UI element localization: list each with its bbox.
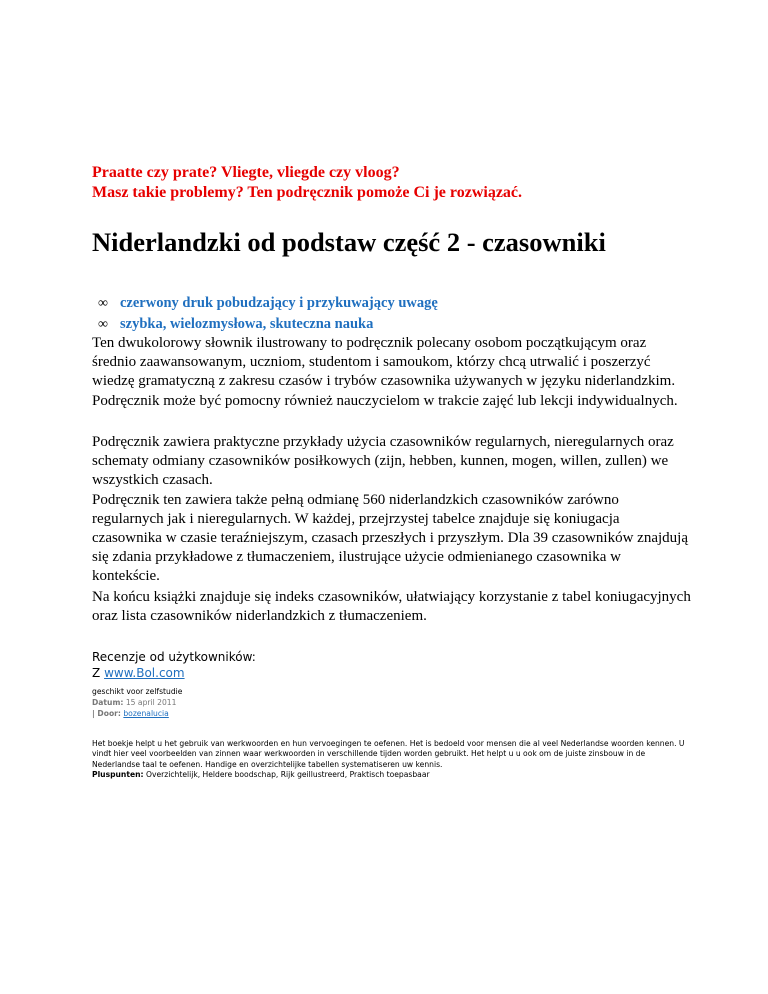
source-label: Z [92,665,101,680]
bol-link[interactable]: www.Bol.com [104,665,185,680]
reviews-source [92,666,256,682]
review-text: Het boekje helpt u het gebruik van werkwoorden en hun vervoegingen te oefenen. Het is bedoeld voor mensen die al veel Nederlandse woorden kennen. U vindt hier veel voorbeelden van zinnen waar werkwoorden in verschillende tijden worden gebruikt. Het helpt u u ook om de juiste zinsbouw in de Nederlandse taal te oefenen. Handige en overzichtelijke tabellen systematiseren uw kennis. [92,739,685,769]
pluspunten-value: Overzichtelijk, Heldere boodschap, Rijk geillustreerd, Praktisch toepasbaar [146,770,430,780]
review-body [92,739,692,781]
contents-paragraph [92,433,692,587]
author-label: | Door: [92,709,121,718]
infinity-bullet-icon: ∞ [98,296,108,311]
infinity-bullet-icon: ∞ [98,317,108,332]
date-value: 15 april 2011 [125,698,177,707]
promo-text [92,163,522,203]
feature-text: czerwony druk pobudzający i przykuwający uwagę [120,295,438,311]
review-author [92,708,169,719]
reviews-heading: Recenzje od użytkowników: [92,650,256,664]
index-paragraph: Na końcu książki znajduje się indeks czasowników, ułatwiający korzystanie z tabel koniugacyjnych oraz lista czasowników niderlandzkich z tłumaczeniem. [92,589,691,625]
review-title: geschikt voor zelfstudie [92,687,183,696]
feature-text: szybka, wielozmysłowa, skuteczna nauka [120,316,374,332]
intro-paragraph: Ten dwukolorowy słownik ilustrowany to podręcznik polecany osobom początkującym oraz średnio zaawansowanym, uczniom, studentom i samoukom, którzy chcą utrwalić i poszerzyć wiedzę gramatyczną z zakresu czasów i trybów czasownika używanych w języku niderlandzkim. Podręcznik może być pomocny również nauczycielom w trakcie zajęć lub lekcji indywidualnych. [92,335,678,409]
contents-paragraph-part-2: Podręcznik ten zawiera także pełną odmianę 560 niderlandzkich czasowników zarówno regularnych jak i nieregularnych. W każdej, przejrzystej tabelce znajduje się koniugacja czasownika w czasie teraźniejszym, czasach przeszłych i przyszłym. Dla 39 czasowników znajdują się zdania przykładowe z tłumaczeniem, ilustrujące użycie odmienianego czasownika w kontekście. [92,491,688,585]
feature-list [98,293,438,335]
list-item [98,293,438,314]
promo-line-1: Praatte czy prate? Vliegte, vliegde czy vloog? [92,164,400,181]
reviews-section [92,650,256,681]
promo-line-2: Masz takie problemy? Ten podręcznik pomoże Ci je rozwiązać. [92,184,523,201]
document-title: Niderlandzki od podstaw część 2 - czasowniki [92,227,606,257]
author-link[interactable]: bozenalucia [123,709,169,718]
contents-paragraph-part-1: Podręcznik zawiera praktyczne przykłady użycia czasowników regularnych, nieregularnych oraz schematy odmiany czasowników posiłkowych (zijn, hebben, kunnen, mogen, willen, zullen) we wszystkich czasach. [92,434,674,489]
date-label: Datum: [92,698,124,707]
list-item [98,314,438,335]
review-date [92,697,176,708]
pluspunten-label: Pluspunten: [92,770,144,780]
review-pluspunten [92,770,692,780]
